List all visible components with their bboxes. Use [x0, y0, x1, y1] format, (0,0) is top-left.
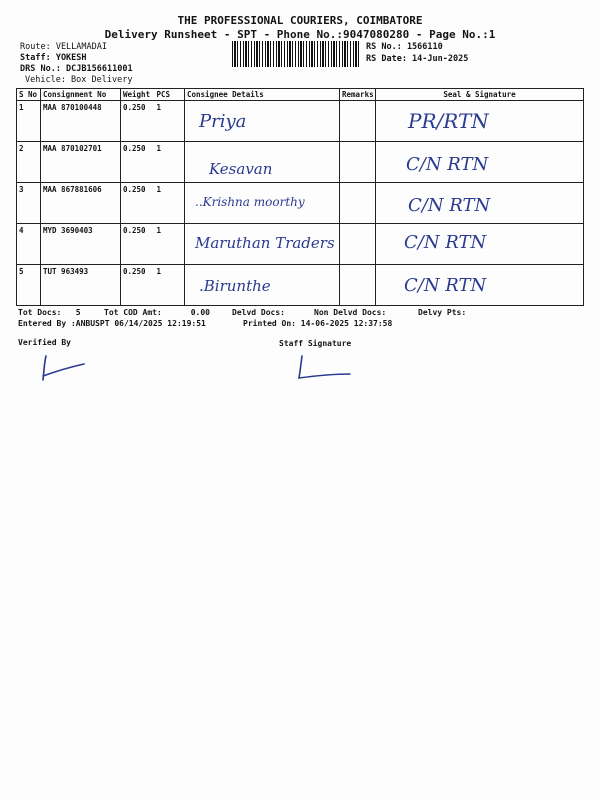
- delivery-points: Delvy Pts:: [418, 308, 467, 317]
- col-pcs: PCS: [155, 89, 185, 101]
- consignee-handwriting: .Birunthe: [199, 277, 271, 295]
- runsheet-table: [16, 88, 584, 306]
- row-remarks: [340, 183, 376, 224]
- row-sno: 2: [17, 142, 41, 183]
- row-weight: 0.250: [121, 183, 155, 224]
- row-sno: 4: [17, 224, 41, 265]
- consignee-handwriting: ..Krishna moorthy: [195, 195, 305, 209]
- col-consignee: Consignee Details: [185, 89, 340, 101]
- table-row: [17, 265, 584, 306]
- total-cod-amount: Tot COD Amt: 0.00: [104, 308, 210, 317]
- consignee-handwriting: Kesavan: [209, 160, 273, 178]
- row-consignment: MAA 870102701: [41, 142, 121, 183]
- rs-number: RS No.: 1566110: [366, 42, 443, 52]
- consignee-handwriting: Priya: [199, 111, 247, 132]
- staff-label: Staff: YOKESH: [20, 53, 87, 63]
- staff-signature: [292, 352, 362, 384]
- row-remarks: [340, 224, 376, 265]
- printed-on: Printed On: 14-06-2025 12:37:58: [243, 319, 393, 328]
- delivered-docs: Delvd Docs:: [232, 308, 285, 317]
- row-weight: 0.250: [121, 265, 155, 306]
- row-consignee-cell: [185, 224, 340, 265]
- rs-date: RS Date: 14-Jun-2025: [366, 54, 469, 64]
- col-remarks: Remarks: [340, 89, 376, 101]
- entered-by: Entered By :ANBUSPT 06/14/2025 12:19:51: [18, 319, 206, 328]
- row-consignment: MAA 867881606: [41, 183, 121, 224]
- seal-handwriting: C/N RTN: [404, 275, 487, 296]
- row-pcs: 1: [155, 183, 185, 224]
- row-consignee-cell: [185, 265, 340, 306]
- barcode-image: [232, 41, 360, 67]
- runsheet-subtitle: Delivery Runsheet - SPT - Phone No.:9047080280 - Page No.:1: [104, 28, 496, 41]
- row-sno: 3: [17, 183, 41, 224]
- seal-handwriting: C/N RTN: [404, 232, 487, 253]
- seal-handwriting: C/N RTN: [408, 195, 491, 216]
- table-row: [17, 142, 584, 183]
- row-seal-cell: [376, 142, 584, 183]
- row-weight: 0.250: [121, 224, 155, 265]
- row-pcs: 1: [155, 142, 185, 183]
- row-remarks: [340, 101, 376, 142]
- row-consignee-cell: [185, 183, 340, 224]
- non-delivered-docs: Non Delvd Docs:: [314, 308, 387, 317]
- row-consignment: MYD 3690403: [41, 224, 121, 265]
- verified-by-label: Verified By: [18, 338, 71, 347]
- col-seal: Seal & Signature: [376, 89, 584, 101]
- seal-handwriting: PR/RTN: [408, 109, 489, 133]
- row-seal-cell: [376, 101, 584, 142]
- row-weight: 0.250: [121, 142, 155, 183]
- row-remarks: [340, 265, 376, 306]
- table-row: [17, 224, 584, 265]
- drs-label: DRS No.: DCJB156611001: [20, 64, 133, 74]
- col-weight: Weight: [121, 89, 155, 101]
- row-consignee-cell: [185, 142, 340, 183]
- row-weight: 0.250: [121, 101, 155, 142]
- consignee-handwriting: Maruthan Traders: [195, 234, 335, 252]
- row-seal-cell: [376, 265, 584, 306]
- route-label: Route: VELLAMADAI: [20, 42, 107, 52]
- total-docs: Tot Docs: 5: [18, 308, 81, 317]
- table-header-row: [17, 89, 584, 101]
- col-sno: S No: [17, 89, 41, 101]
- seal-handwriting: C/N RTN: [406, 154, 489, 175]
- row-consignment: MAA 870100448: [41, 101, 121, 142]
- table-row: [17, 183, 584, 224]
- row-pcs: 1: [155, 224, 185, 265]
- row-sno: 1: [17, 101, 41, 142]
- verified-signature: [34, 352, 94, 384]
- staff-signature-label: Staff Signature: [279, 339, 352, 348]
- row-remarks: [340, 142, 376, 183]
- row-consignee-cell: [185, 101, 340, 142]
- row-seal-cell: [376, 183, 584, 224]
- row-seal-cell: [376, 224, 584, 265]
- col-consignment: Consignment No: [41, 89, 121, 101]
- company-name: THE PROFESSIONAL COURIERS, COIMBATORE: [177, 14, 423, 27]
- table-row: [17, 101, 584, 142]
- row-consignment: TUT 963493: [41, 265, 121, 306]
- row-sno: 5: [17, 265, 41, 306]
- row-pcs: 1: [155, 101, 185, 142]
- vehicle-label: Vehicle: Box Delivery: [25, 75, 133, 85]
- row-pcs: 1: [155, 265, 185, 306]
